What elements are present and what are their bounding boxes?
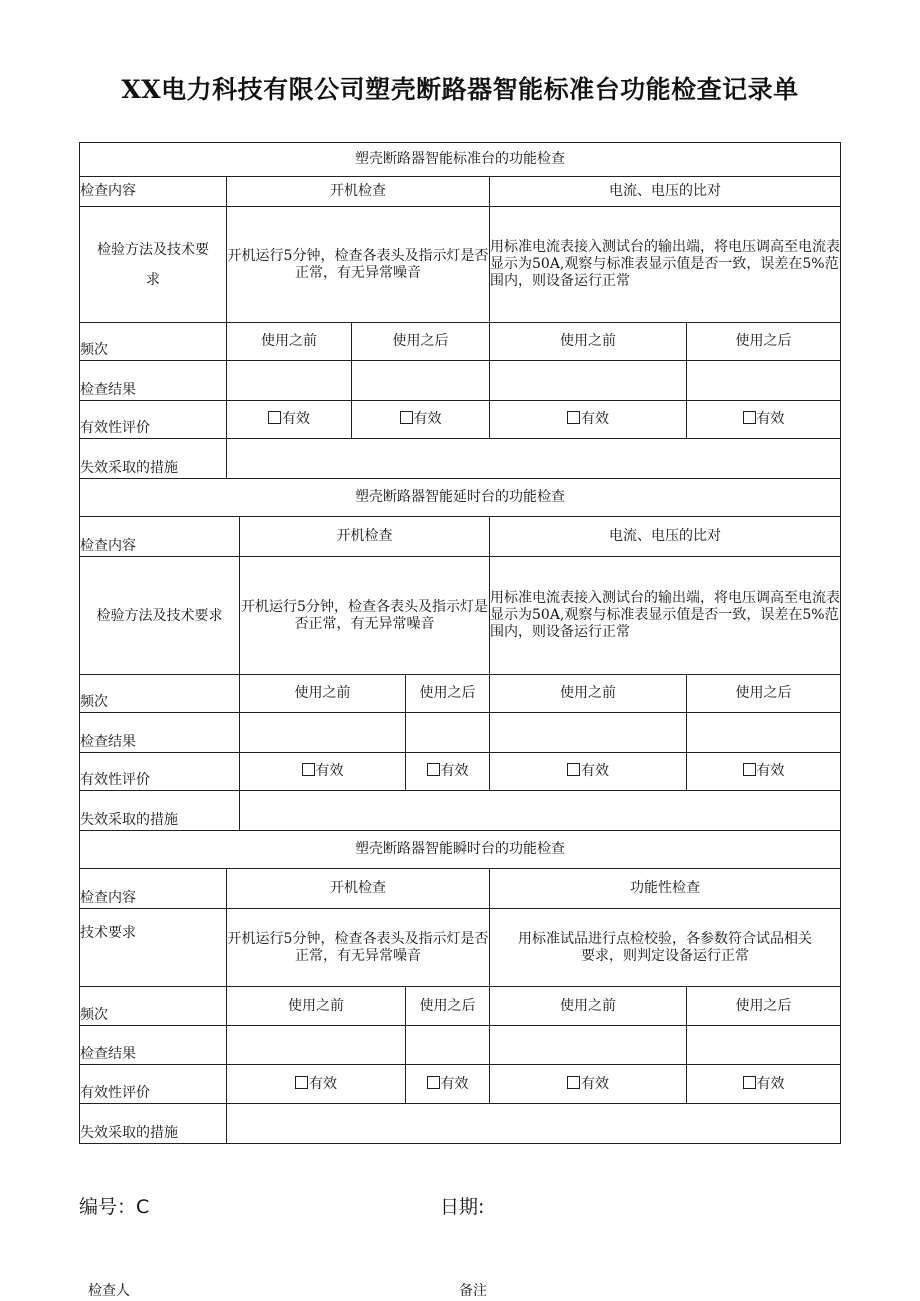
s2-compare-desc: 用标准电流表接入测试台的输出端，将电压调高至电流表显示为50A,观察与标准表显示值是否一致，误差在5%范围内，则设备运行正常: [490, 557, 841, 675]
s3-startup-header: 开机检查: [227, 869, 490, 909]
s3-content-label: 检查内容: [80, 869, 227, 909]
s3-valid-check-2[interactable]: 有效: [406, 1065, 490, 1104]
s2-startup-header: 开机检查: [240, 517, 490, 557]
s1-valid-label: 有效性评价: [80, 401, 227, 439]
s3-result-cell-4[interactable]: [687, 1026, 841, 1065]
s1-result-cell-1[interactable]: [227, 361, 352, 401]
s3-startup-before: 使用之前: [227, 987, 406, 1026]
s3-result-cell-3[interactable]: [490, 1026, 687, 1065]
s1-compare-after: 使用之后: [687, 323, 841, 361]
s1-fail-cell[interactable]: [227, 439, 841, 479]
checkbox-icon[interactable]: [400, 411, 413, 424]
checkbox-icon[interactable]: [567, 1076, 580, 1089]
s2-compare-before: 使用之前: [490, 675, 687, 713]
checkbox-icon[interactable]: [567, 411, 580, 424]
s1-startup-before: 使用之前: [227, 323, 352, 361]
s1-valid-check-4[interactable]: 有效: [687, 401, 841, 439]
s3-valid-check-3[interactable]: 有效: [490, 1065, 687, 1104]
checkbox-icon[interactable]: [295, 1076, 308, 1089]
s1-result-label: 检查结果: [80, 361, 227, 401]
s1-freq-label: 频次: [80, 323, 227, 361]
s3-freq-label: 频次: [80, 987, 227, 1026]
section1-heading: 塑壳断路器智能标准台的功能检查: [80, 143, 841, 177]
inspector-label: 检查人: [88, 1283, 130, 1299]
s3-result-label: 检查结果: [80, 1026, 227, 1065]
s1-startup-desc: 开机运行5分钟，检查各表头及指示灯是否正常，有无异常噪音: [227, 207, 490, 323]
s3-func-after: 使用之后: [687, 987, 841, 1026]
s2-valid-check-3[interactable]: 有效: [490, 753, 687, 791]
checkbox-icon[interactable]: [743, 763, 756, 776]
s1-compare-before: 使用之前: [490, 323, 687, 361]
s3-fail-label: 失效采取的措施: [80, 1104, 227, 1144]
s2-result-cell-2[interactable]: [406, 713, 490, 753]
s1-result-cell-3[interactable]: [490, 361, 687, 401]
s3-startup-after: 使用之后: [406, 987, 490, 1026]
s1-content-label: 检查内容: [80, 177, 227, 207]
page-title: XX电力科技有限公司塑壳断路器智能标准台功能检查记录单: [121, 75, 799, 104]
s1-method-label: 检验方法及技术要求: [80, 207, 227, 323]
section3-heading: 塑壳断路器智能瞬时台的功能检查: [80, 831, 841, 869]
s3-tech-label: 技术要求: [80, 909, 227, 987]
s3-startup-desc: 开机运行5分钟，检查各表头及指示灯是否正常，有无异常噪音: [227, 909, 490, 987]
serial-number: 编号：C: [79, 1196, 150, 1218]
checkbox-icon[interactable]: [427, 1076, 440, 1089]
s2-content-label: 检查内容: [80, 517, 240, 557]
s3-valid-check-1[interactable]: 有效: [227, 1065, 406, 1104]
checkbox-icon[interactable]: [743, 411, 756, 424]
s2-result-cell-3[interactable]: [490, 713, 687, 753]
s1-compare-header: 电流、电压的比对: [490, 177, 841, 207]
s2-valid-label: 有效性评价: [80, 753, 240, 791]
s3-result-cell-1[interactable]: [227, 1026, 406, 1065]
s2-startup-desc: 开机运行5分钟，检查各表头及指示灯是否正常，有无异常噪音: [240, 557, 490, 675]
s2-result-cell-1[interactable]: [240, 713, 406, 753]
s2-fail-label: 失效采取的措施: [80, 791, 240, 831]
s3-valid-check-4[interactable]: 有效: [687, 1065, 841, 1104]
s2-valid-check-2[interactable]: 有效: [406, 753, 490, 791]
s1-valid-check-2[interactable]: 有效: [352, 401, 490, 439]
s2-method-label: 检验方法及技术要求: [80, 557, 240, 675]
s1-fail-label: 失效采取的措施: [80, 439, 227, 479]
checkbox-icon[interactable]: [302, 763, 315, 776]
s2-valid-check-1[interactable]: 有效: [240, 753, 406, 791]
s2-fail-cell[interactable]: [240, 791, 841, 831]
s2-freq-label: 频次: [80, 675, 240, 713]
date-label: 日期:: [440, 1196, 485, 1218]
s1-compare-desc: 用标准电流表接入测试台的输出端，将电压调高至电流表显示为50A,观察与标准表显示值是否一致，误差在5%范围内，则设备运行正常: [490, 207, 841, 323]
s1-result-cell-2[interactable]: [352, 361, 490, 401]
s2-compare-after: 使用之后: [687, 675, 841, 713]
s3-result-cell-2[interactable]: [406, 1026, 490, 1065]
s1-valid-check-3[interactable]: 有效: [490, 401, 687, 439]
checkbox-icon[interactable]: [268, 411, 281, 424]
s3-valid-label: 有效性评价: [80, 1065, 227, 1104]
s1-valid-check-1[interactable]: 有效: [227, 401, 352, 439]
s2-startup-before: 使用之前: [240, 675, 406, 713]
s2-startup-after: 使用之后: [406, 675, 490, 713]
remark-label: 备注: [459, 1283, 487, 1299]
s1-startup-header: 开机检查: [227, 177, 490, 207]
s1-startup-after: 使用之后: [352, 323, 490, 361]
s2-compare-header: 电流、电压的比对: [490, 517, 841, 557]
checkbox-icon[interactable]: [567, 763, 580, 776]
s3-func-header: 功能性检查: [490, 869, 841, 909]
s2-result-cell-4[interactable]: [687, 713, 841, 753]
s1-result-cell-4[interactable]: [687, 361, 841, 401]
checkbox-icon[interactable]: [427, 763, 440, 776]
s2-valid-check-4[interactable]: 有效: [687, 753, 841, 791]
s3-fail-cell[interactable]: [227, 1104, 841, 1144]
section2-heading: 塑壳断路器智能延时台的功能检查: [80, 479, 841, 517]
s3-func-before: 使用之前: [490, 987, 687, 1026]
checkbox-icon[interactable]: [743, 1076, 756, 1089]
s2-result-label: 检查结果: [80, 713, 240, 753]
s3-func-desc: 用标准试品进行点检校验，各参数符合试品相关要求，则判定设备运行正常: [490, 909, 841, 987]
inspection-form: [79, 142, 841, 1144]
